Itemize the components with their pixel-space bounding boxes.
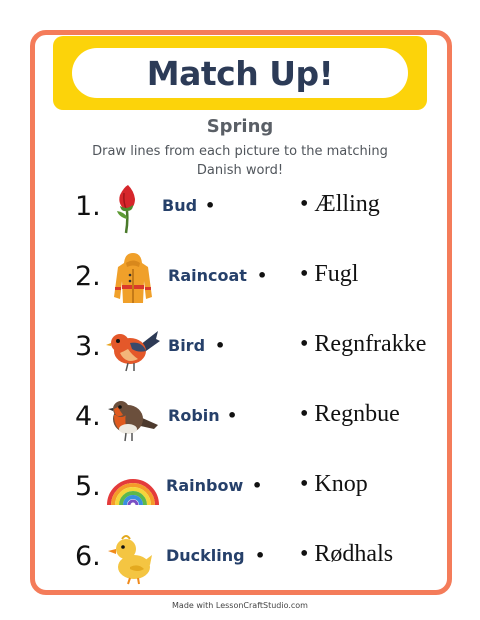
english-word: Bird (168, 336, 206, 355)
left-dot: • (205, 196, 216, 215)
robin-icon (106, 391, 160, 445)
row-number: 1. (75, 191, 101, 222)
match-row-3 (0, 321, 480, 381)
title-pill (72, 48, 408, 98)
left-dot: • (257, 266, 268, 285)
row-number: 2. (75, 261, 101, 292)
match-row-1 (0, 181, 480, 241)
left-dot: • (252, 476, 263, 495)
english-word: Raincoat (168, 266, 247, 285)
bud-icon (106, 181, 160, 235)
row-number: 6. (75, 541, 101, 572)
danish-word: • Knop (300, 471, 368, 497)
row-number: 5. (75, 471, 101, 502)
english-word: Duckling (166, 546, 245, 565)
danish-word: • Fugl (300, 261, 359, 287)
english-word: Bud (162, 196, 198, 215)
page-title: Match Up! (146, 53, 334, 93)
english-word: Robin (168, 406, 220, 425)
left-dot: • (227, 406, 238, 425)
instructions: Draw lines from each picture to the matching Danish word! (92, 144, 388, 178)
danish-word: • Regnfrakke (300, 331, 427, 357)
bird-icon (106, 321, 160, 375)
danish-word: • Regnbue (300, 401, 400, 427)
match-row-2 (0, 251, 480, 311)
english-word: Rainbow (166, 476, 244, 495)
danish-word: • Rødhals (300, 541, 394, 567)
row-number: 4. (75, 401, 101, 432)
raincoat-icon (106, 251, 160, 305)
row-number: 3. (75, 331, 101, 362)
left-dot: • (215, 336, 226, 355)
danish-word: • Ælling (300, 191, 380, 217)
footer-credit: Made with LessonCraftStudio.com (172, 601, 308, 610)
match-row-5 (0, 461, 480, 521)
match-row-6 (0, 531, 480, 591)
duckling-icon (106, 531, 160, 585)
match-row-4 (0, 391, 480, 451)
rainbow-icon (106, 461, 160, 515)
subtitle: Spring (206, 116, 274, 137)
left-dot: • (255, 546, 266, 565)
